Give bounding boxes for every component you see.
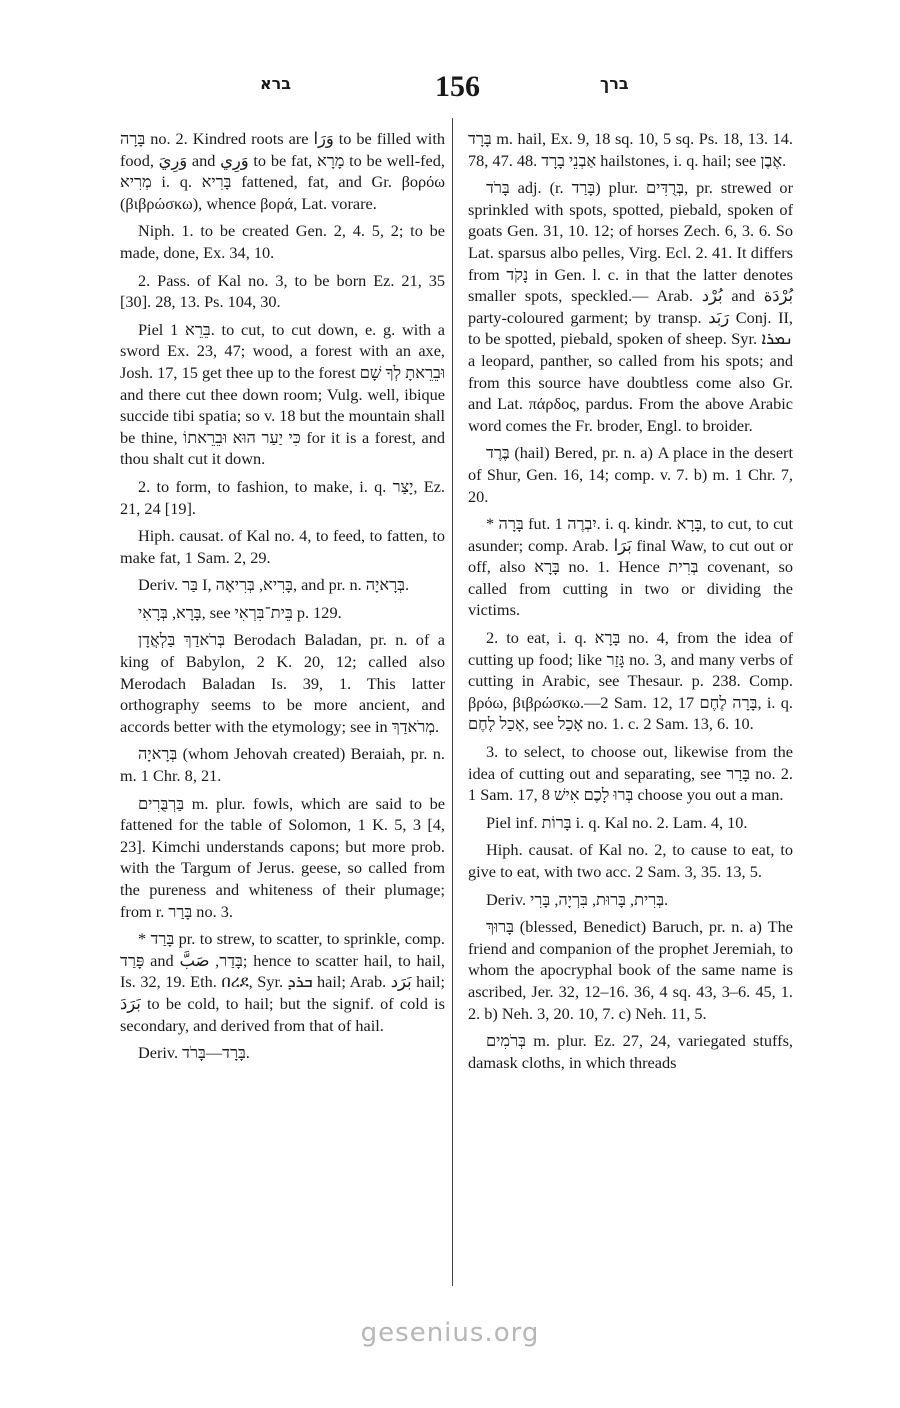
entry-paragraph: בֶּרֶד (hail) Bered, pr. n. a) A place in the desert of Shur, Gen. 16, 14; comp. v. 7. b) m. 1 Chr. 7, 20. xyxy=(468,443,793,506)
entry-paragraph: בָּרֹד adj. (r. בָּרַד) plur. בְּרֻדִּים, pr. strewed or sprinkled with spots, spotted, piebald, spoken of goats Gen. 31, 10. 12; of horses Zech. 6, 3. 6. So Lat. sparsus albo pelles, Virg. Ecl. 2. 41. It differs from נָקֹד in Gen. l. c. in that the latter denotes smaller spots, speckled.— Arab. بُرْد and بُرْدَة party-coloured garment; by transp. رَبَد Conj. II, to be spotted, piebald, spoken of sheep. Syr. ܢܡܪܐ a leopard, panther, so called from his spots; and from this source have doubtless come also Gr. and Lat. πάρδος, pardus. From the above Arabic word comes the Fr. broder, Engl. to broider. xyxy=(468,178,794,435)
running-header xyxy=(120,70,790,110)
entry-paragraph: 2. Pass. of Kal no. 3, to be born Ez. 21, 35 [30]. 28, 13. Ps. 104, 30. xyxy=(120,270,445,312)
entry-paragraph: בָּרָא, בְּרָאִי, see בֵּית־בִּרְאִי p. 129. xyxy=(138,602,342,622)
entry-paragraph: Niph. 1. to be created Gen. 2, 4. 5, 2; to be made, done, Ex. 34, 10. xyxy=(120,221,445,262)
watermark-footer[interactable]: gesenius.org xyxy=(360,1318,540,1348)
entry-paragraph: 3. to select, to choose out, likewise from the idea of cutting out and separating, see בָּרַר no. 2. 1 Sam. 17, 8 בְּרוּ לָכֶם אִישׁ choose you out a man. xyxy=(468,742,793,805)
entry-paragraph: Piel בֵּרֵא 1. to cut, to cut down, e. g. with a sword Ex. 23, 47; wood, a forest with an axe, Josh. 17, 15 get thee up to the forest וּבֵרֵאתָ לְךָ שָׁם and there cut thee down room; Vulg. well, ibique succide tibi spatia; so v. 18 but the mountain shall be thine, כִּי יַעַר הוּא וּבֵרֵאתוֹ for it is a forest, and thou shalt cut it down. xyxy=(120,319,446,469)
entry-paragraph: Hiph. causat. of Kal no. 4, to feed, to fatten, to make fat, 1 Sam. 2, 29. xyxy=(120,526,445,567)
entry-paragraph: Deriv. בָּרָד—בָּרֹד. xyxy=(138,1043,250,1063)
entry-paragraph: בַּרְבֻּרִים m. plur. fowls, which are said to be fattened for the table of Solomon, 1 K. 5, 3 [4, 23]. Kimchi understands capons; but more prob. with the Targum of Jerus. geese, so called from the pureness and whiteness of their plumage; from r. בָּרַר no. 3. xyxy=(120,793,445,921)
entry-paragraph: Deriv. בְּרִית, בָּרוּת, בִּרְיָה, בָּרִי. xyxy=(486,889,669,909)
page-number: 156 xyxy=(435,70,480,103)
entry-paragraph: בָּרָה no. 2. Kindred roots are وَرَا to be filled with food, وَرِيَ and وَرِي to be fat, מָרָא to be well-fed, מְרִיא i. q. בָּרִיא fattened, fat, and Gr. βορόω (βιβρώσκω), whence βορά, Lat. vorare. xyxy=(120,129,445,213)
entry-paragraph: בָּרוּךְ (blessed, Benedict) Baruch, pr. n. a) The friend and companion of the prophet Jeremiah, to whom the apocryphal book of the same name is ascribed, Jer. 32, 12–16. 36, 4 sq. 43, 3–6. 45, 1. 2. b) Neh. 3, 20. 10, 7. c) Neh. 11, 5. xyxy=(468,917,793,1023)
entry-paragraph: Deriv. בַּר I, בָּרִיא, בְּרִיאָה, and pr. n. בְּרָאיָה. xyxy=(138,575,410,595)
header-left-word: ברא xyxy=(260,74,292,93)
entry-paragraph: בְּרֹאדַךְ בַּלְאֲדָן Berodach Baladan, pr. n. of a king of Babylon, 2 K. 20, 12; called also Merodach Baladan Is. 39, 1. This latter orthography seems to be more ancient, and accords better with the etymology; see in מְרֹאדַךְ. xyxy=(120,630,445,736)
entry-paragraph: * בָּרָה fut. יִבְרֶה 1. i. q. kindr. בָּרָא, to cut, to cut asunder; comp. Arab. بَرَا final Waw, to cut out or off, also בָּרָא no. 1. Hence בְּרִית covenant, so called from cutting in two or dividing the victims. xyxy=(468,514,794,620)
entry-paragraph: * בָּרַד pr. to strew, to scatter, to sprinkle, comp. פָּרַד and בָּדַר, صَبَّ; hence to scatter hail, to hail, Is. 32, 19. Eth. በረደ, Syr. ܒܪܕ hail; Arab. بَرَد hail; بَرَدَ to be cold, to hail; but the signif. of cold is secondary, and derived from that of hail. xyxy=(120,929,446,1035)
left-column xyxy=(120,128,445,1070)
entry-paragraph: בְּרֹמִים m. plur. Ez. 27, 24, variegated stuffs, damask cloths, in which threads xyxy=(468,1031,793,1072)
entry-paragraph: Hiph. causat. of Kal no. 2, to cause to eat, to give to eat, with two acc. 2 Sam. 3, 35. 13, 5. xyxy=(468,840,793,881)
entry-paragraph: בְּרָאיָה (whom Jehovah created) Beraiah, pr. n. m. 1 Chr. 8, 21. xyxy=(120,744,445,786)
entry-paragraph: 2. to eat, i. q. בָּרָא no. 4, from the idea of cutting up food; like גָּזַר no. 3, and many verbs of cutting in Arabic, see Thesaur. p. 238. Comp. βρόω, βιβρώσκω.—2 Sam. 12, 17 בָּרָה לֶחֶם, i. q. אָכַל לֶחֶם, see אָכַל no. 1. c. 2 Sam. 13, 6. 10. xyxy=(468,628,794,734)
entry-paragraph: בָּרָד m. hail, Ex. 9, 18 sq. 10, 5 sq. Ps. 18, 13. 14. 78, 47. 48. אַבְנֵי בָרָד hailstones, i. q. hail; see אֶבֶן. xyxy=(468,129,793,170)
column-divider xyxy=(452,118,453,1286)
right-column xyxy=(468,128,793,1079)
entry-paragraph: Piel inf. בָּרוֹת i. q. Kal no. 2. Lam. 4, 10. xyxy=(486,812,748,832)
entry-paragraph: 2. to form, to fashion, to make, i. q. יָצַר, Ez. 21, 24 [19]. xyxy=(120,476,446,518)
header-right-word: ברך xyxy=(600,74,629,93)
